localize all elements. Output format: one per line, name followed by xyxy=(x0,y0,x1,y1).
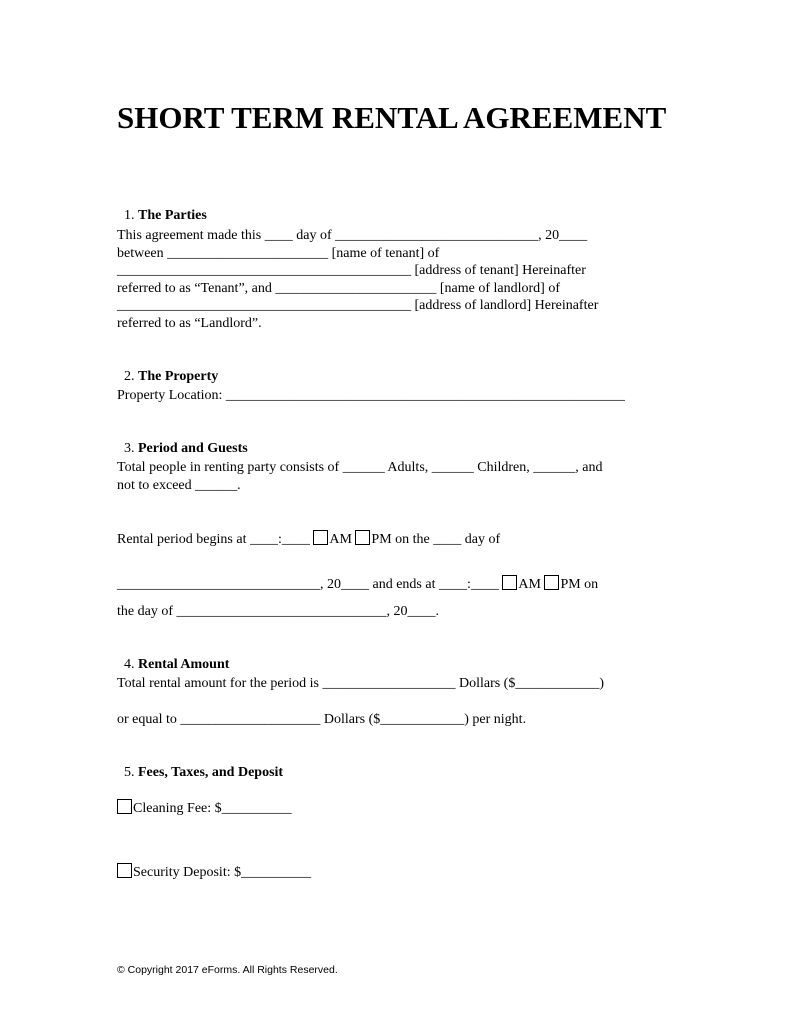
rental-ends-line xyxy=(117,575,598,593)
section-title: Rental Amount xyxy=(138,657,230,672)
section-number: 4. xyxy=(124,657,138,672)
section-title: Period and Guests xyxy=(138,441,248,456)
section-number: 1. xyxy=(124,208,138,223)
begins-pm-checkbox[interactable] xyxy=(355,530,370,545)
parties-line-3: __________________________________________ [address of tenant] Hereinafter xyxy=(117,263,586,278)
parties-line-1: This agreement made this ____ day of _____________________________, 20____ xyxy=(117,228,588,243)
cleaning-fee-checkbox[interactable] xyxy=(117,799,132,814)
pm-label: PM on the ____ day of xyxy=(371,532,501,547)
pm-label: PM on xyxy=(560,577,599,592)
section-number: 3. xyxy=(124,441,138,456)
parties-line-5: __________________________________________ [address of landlord] Hereinafter xyxy=(117,298,599,313)
section-period-heading xyxy=(117,423,248,457)
guests-line-2: not to exceed ______. xyxy=(117,478,241,493)
copyright-footer: © Copyright 2017 eForms. All Rights Reserved. xyxy=(117,964,338,976)
section-parties-heading xyxy=(117,190,207,224)
ends-text: _____________________________, 20____ and ends at ____:____ xyxy=(117,577,503,592)
section-rental-amount-heading xyxy=(117,639,229,673)
am-label: AM xyxy=(329,532,356,547)
section-number: 2. xyxy=(124,369,138,384)
security-deposit-label: Security Deposit: $__________ xyxy=(133,865,312,880)
property-location-field[interactable]: Property Location: _________________________________________________________ xyxy=(117,388,625,403)
am-label: AM xyxy=(518,577,545,592)
parties-line-6: referred to as “Landlord”. xyxy=(117,316,262,331)
ends-am-checkbox[interactable] xyxy=(502,575,517,590)
section-title: The Property xyxy=(138,369,219,384)
security-deposit-line xyxy=(117,863,311,881)
parties-line-2: between _______________________ [name of tenant] of xyxy=(117,246,440,261)
parties-line-4: referred to as “Tenant”, and _______________________ [name of landlord] of xyxy=(117,281,560,296)
security-deposit-checkbox[interactable] xyxy=(117,863,132,878)
guests-line-1: Total people in renting party consists of ______ Adults, ______ Children, ______, and xyxy=(117,460,603,475)
document-title: SHORT TERM RENTAL AGREEMENT xyxy=(117,100,667,135)
section-number: 5. xyxy=(124,765,138,780)
begins-am-checkbox[interactable] xyxy=(313,530,328,545)
ends-pm-checkbox[interactable] xyxy=(544,575,559,590)
section-fees-heading xyxy=(117,747,283,781)
cleaning-fee-line xyxy=(117,799,292,817)
cleaning-fee-label: Cleaning Fee: $__________ xyxy=(133,801,292,816)
section-title: The Parties xyxy=(138,208,207,223)
section-property-heading xyxy=(117,351,218,385)
section-title: Fees, Taxes, and Deposit xyxy=(138,765,284,780)
end-day-line: the day of ______________________________, 20____. xyxy=(117,604,439,619)
rental-begins-line xyxy=(117,530,500,548)
begins-text: Rental period begins at ____:____ xyxy=(117,532,314,547)
rental-amount-line-2: or equal to ____________________ Dollars ($____________) per night. xyxy=(117,712,527,727)
rental-amount-line-1: Total rental amount for the period is ___________________ Dollars ($____________) xyxy=(117,676,604,691)
